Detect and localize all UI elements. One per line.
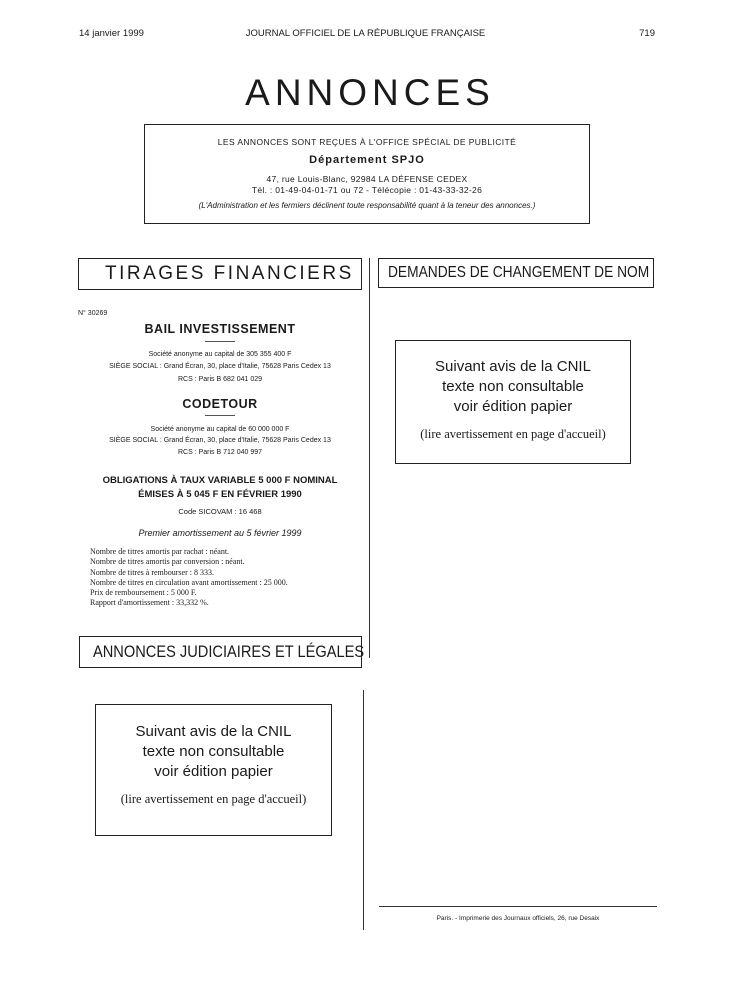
company-capital: Société anonyme au capital de 60 000 000 F <box>150 426 290 433</box>
section-title: DEMANDES DE CHANGEMENT DE NOM <box>388 264 650 281</box>
announcement-info-box <box>144 124 590 224</box>
notice-number: N° 30269 <box>78 310 108 317</box>
info-disclaimer: (L'Administration et les fermiers déclinent toute responsabilité quant à la teneur des annonces.) <box>198 201 536 210</box>
premier-amortissement: Premier amortissement au 5 février 1999 <box>138 528 302 538</box>
company-name: BAIL INVESTISSEMENT <box>144 322 296 336</box>
section-tirages-financiers <box>78 258 362 290</box>
section-title: TIRAGES FINANCIERS <box>105 263 354 284</box>
stat-line: Prix de remboursement : 5 000 F. <box>90 588 197 598</box>
page-number: 719 <box>639 28 655 39</box>
company-rcs: RCS : Paris B 682 041 029 <box>177 376 263 383</box>
cnil-warning: (lire avertissement en page d'accueil) <box>120 792 307 806</box>
company-name: CODETOUR <box>182 397 258 411</box>
cnil-notice-box <box>95 704 332 836</box>
stat-line: Nombre de titres amortis par rachat : néant. <box>90 547 230 556</box>
company-rcs: RCS : Paris B 712 040 997 <box>177 449 263 456</box>
company-capital: Société anonyme au capital de 305 355 400 F <box>148 351 292 358</box>
header-date: 14 janvier 1999 <box>79 28 144 39</box>
cnil-line: voir édition papier <box>154 763 273 780</box>
stat-line: Rapport d'amortissement : 33,332 %. <box>90 598 209 608</box>
cnil-line: texte non consultable <box>142 743 285 760</box>
section-annonces-judiciaires <box>79 636 365 668</box>
page-title: ANNONCES <box>245 72 495 113</box>
column-divider <box>363 690 364 930</box>
footer-rule <box>379 906 657 907</box>
column-divider <box>369 258 370 658</box>
info-department: Département SPJO <box>309 154 425 166</box>
stat-line: Nombre de titres en circulation avant amortissement : 25 000. <box>90 577 288 587</box>
obligations-heading: OBLIGATIONS À TAUX VARIABLE 5 000 F NOMINAL <box>102 475 338 486</box>
sicovam-code: Code SICOVAM : 16 468 <box>178 507 262 516</box>
cnil-line: texte non consultable <box>442 378 584 395</box>
journal-title: JOURNAL OFFICIEL DE LA RÉPUBLIQUE FRANÇAISE <box>245 28 486 39</box>
divider <box>205 415 235 416</box>
cnil-line: voir édition papier <box>453 398 573 415</box>
stat-line: Nombre de titres amortis par conversion : néant. <box>90 557 245 567</box>
cnil-warning: (lire avertissement en page d'accueil) <box>420 427 606 441</box>
cnil-line: Suivant avis de la CNIL <box>435 358 591 375</box>
info-line-1: LES ANNONCES SONT REÇUES À L'OFFICE SPÉCIAL DE PUBLICITÉ <box>217 137 517 147</box>
divider <box>205 341 235 342</box>
printer-footer: Paris. - Imprimerie des Journaux officiels, 26, rue Desaix <box>436 915 600 922</box>
company-siege: SIÈGE SOCIAL : Grand Écran, 30, place d'Italie, 75628 Paris Cedex 13 <box>109 437 331 444</box>
info-address: 47, rue Louis-Blanc, 92984 LA DÉFENSE CEDEX <box>266 174 468 184</box>
cnil-notice-box <box>395 340 631 464</box>
company-siege: SIÈGE SOCIAL : Grand Écran, 30, place d'Italie, 75628 Paris Cedex 13 <box>109 363 331 370</box>
cnil-line: Suivant avis de la CNIL <box>135 723 292 740</box>
section-title: ANNONCES JUDICIAIRES ET LÉGALES <box>93 642 365 661</box>
obligations-heading: ÉMISES À 5 045 F EN FÉVRIER 1990 <box>138 489 302 500</box>
info-phone: Tél. : 01-49-04-01-71 ou 72 - Télécopie : 01-43-33-32-26 <box>251 185 483 195</box>
amortization-stats <box>90 547 288 609</box>
stat-line: Nombre de titres à rembourser : 8 333. <box>90 567 214 577</box>
section-demandes-changement-nom <box>378 258 654 288</box>
